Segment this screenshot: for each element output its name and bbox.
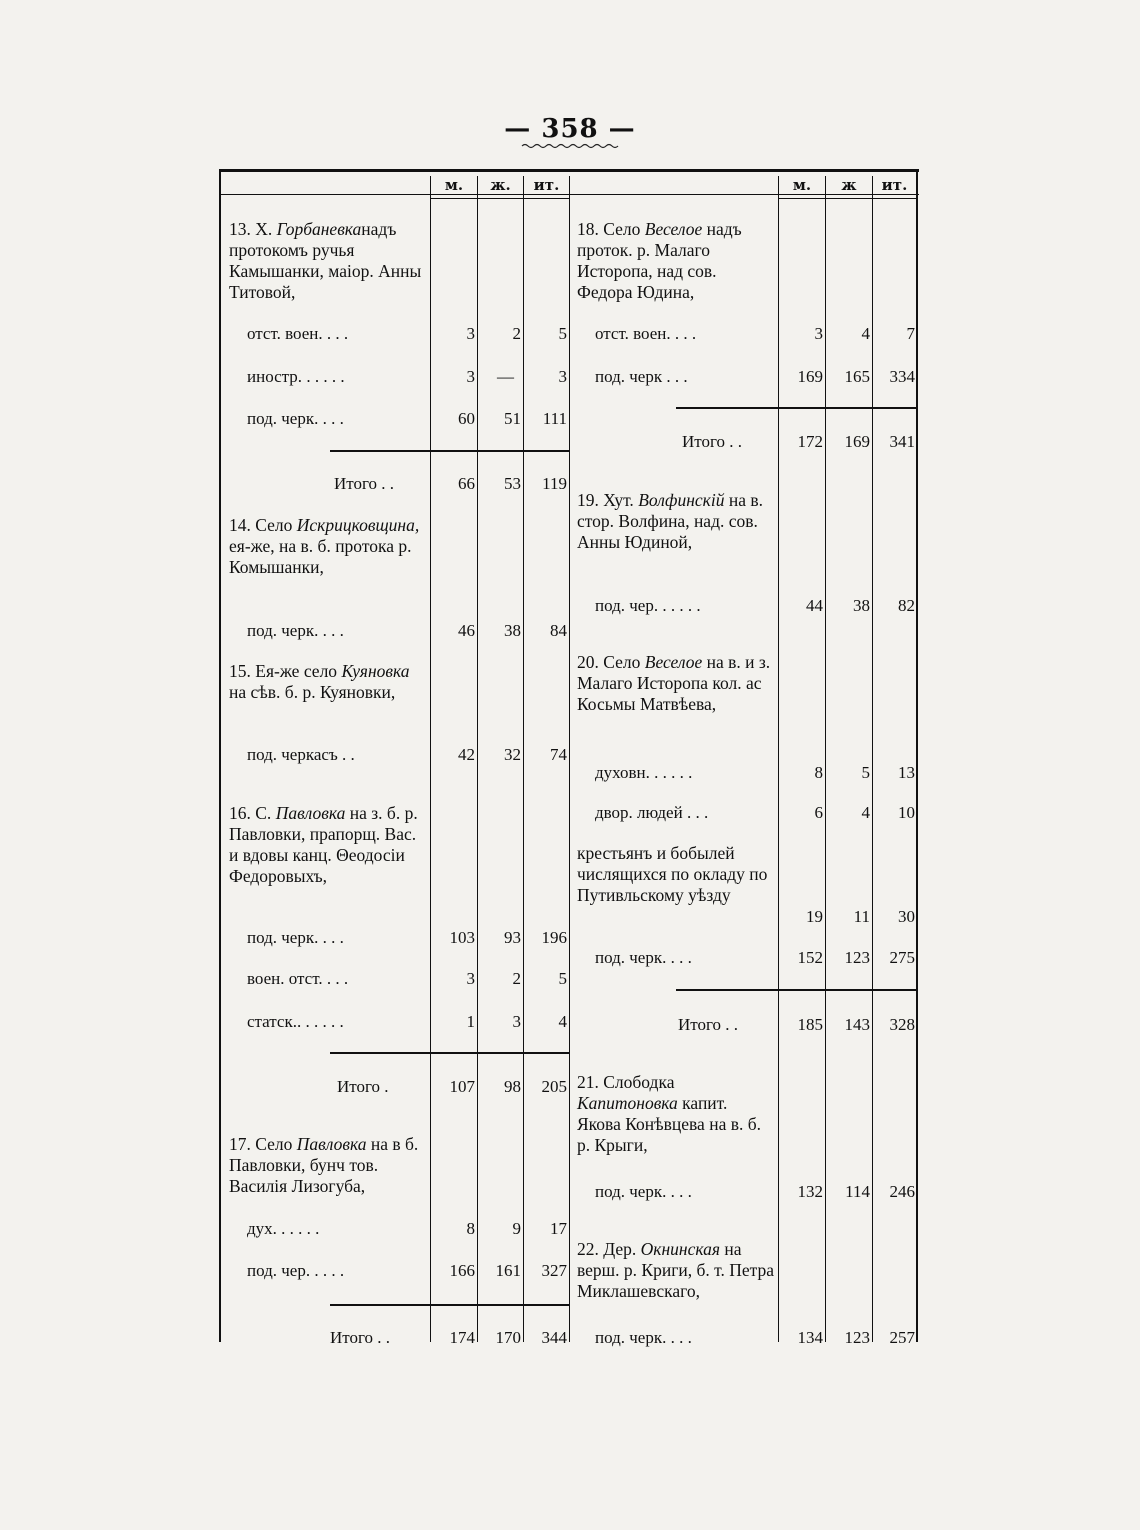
entry-14-row-1-it: 84 — [550, 621, 567, 640]
page-number: — 358 — — [504, 114, 636, 144]
right-col-sep-3 — [872, 176, 873, 1342]
entry-20-row-3-label: крестьянъ и бобылей числящихся по окладу по Путивльскому уѣзду — [577, 843, 768, 905]
entry-15-row-1-zh: 32 — [504, 745, 521, 764]
entry-16-row-1-label: под. черк. . . . — [247, 928, 344, 947]
entry-16-row-3-zh: 3 — [512, 1012, 521, 1031]
entry-15-row-1-m: 42 — [458, 745, 475, 764]
entry-18-row-1-zh: 4 — [861, 324, 870, 343]
entry-18-total-it: 341 — [889, 432, 915, 451]
entry-13-total-rule — [330, 450, 570, 452]
entry-16-row-3-it: 4 — [558, 1012, 567, 1031]
entry-18-row-2-m: 169 — [797, 367, 823, 386]
entry-16-row-1-zh: 93 — [504, 928, 521, 947]
entry-14-description: 14. Село Искрицковщина, ея-же, на в. б. протока р. Комышанки, — [229, 515, 420, 577]
right-col-sep-2 — [825, 176, 826, 1342]
entry-20-row-2-m: 6 — [814, 803, 823, 822]
header-left-it: ит. — [533, 176, 560, 194]
entry-17-row-1-m: 8 — [466, 1219, 475, 1238]
entry-13-row-2-zh: — — [497, 367, 514, 386]
entry-21-row-1-zh: 114 — [845, 1182, 870, 1201]
entry-16-row-2-m: 3 — [466, 969, 475, 988]
entry-15-row-1-it: 74 — [550, 745, 567, 764]
entry-20-total-label: Итого . . — [678, 1015, 739, 1034]
entry-13-total-it: 119 — [542, 474, 567, 493]
entry-13-row-3-zh: 51 — [504, 409, 521, 428]
table-header-rule-3 — [778, 198, 918, 199]
entry-18-row-1-label: отст. воен. . . . — [595, 324, 697, 343]
entry-17-row-2-m: 166 — [449, 1261, 475, 1280]
entry-16-row-2-zh: 2 — [512, 969, 521, 988]
entry-16-row-2-label: воен. отст. . . . — [247, 969, 349, 988]
entry-20-row-3-zh: 11 — [853, 907, 870, 926]
entry-14-row-1-m: 46 — [458, 621, 475, 640]
entry-20-row-1-it: 13 — [898, 763, 915, 782]
entry-21-row-1-it: 246 — [889, 1182, 915, 1201]
entry-20-row-2-zh: 4 — [861, 803, 870, 822]
entry-17-total-it: 344 — [541, 1328, 567, 1347]
entry-13-row-3-label: под. черк. . . . — [247, 409, 344, 428]
entry-19-row-1-zh: 38 — [853, 596, 870, 615]
entry-20-row-3-m: 19 — [806, 907, 823, 926]
entry-18-description: 18. Село Веселое надъ проток. р. Малаго Исторопа, над сов. Федора Юдина, — [577, 219, 742, 302]
entry-20-row-1-label: духовн. . . . . . — [595, 763, 693, 782]
entry-22-row-1-it: 257 — [889, 1328, 915, 1347]
entry-20-row-4-m: 152 — [797, 948, 823, 967]
entry-18-row-2-it: 334 — [889, 367, 915, 386]
entry-17-row-2-zh: 161 — [495, 1261, 521, 1280]
entry-14-row-1-label: под. черк. . . . — [247, 621, 344, 640]
right-col-sep-1 — [778, 176, 779, 1342]
header-right-it: ит. — [881, 176, 908, 194]
entry-18-total-rule — [676, 407, 918, 409]
entry-21-row-1-label: под. черк. . . . — [595, 1182, 692, 1201]
entry-13-row-1-it: 5 — [558, 324, 567, 343]
entry-18-row-2-zh: 165 — [844, 367, 870, 386]
header-right-zh: ж — [841, 176, 857, 194]
entry-22-description: 22. Дер. Окнинская на верш. р. Криги, б. т. Петра Миклашевскаго, — [577, 1239, 775, 1301]
entry-16-row-3-label: статск.. . . . . . — [247, 1012, 344, 1031]
entry-20-row-1-zh: 5 — [861, 763, 870, 782]
entry-20-row-2-label: двор. людей . . . — [595, 803, 709, 822]
entry-18-total-zh: 169 — [844, 432, 870, 451]
entry-20-total-rule — [676, 989, 918, 991]
entry-17-row-2-it: 327 — [541, 1261, 567, 1280]
entry-22-row-1-zh: 123 — [844, 1328, 870, 1347]
entry-13-total-m: 66 — [458, 474, 475, 493]
entry-17-total-zh: 170 — [495, 1328, 521, 1347]
entry-20-row-4-it: 275 — [889, 948, 915, 967]
entry-13-row-3-m: 60 — [458, 409, 475, 428]
entry-18-total-label: Итого . . — [682, 432, 743, 451]
entry-17-total-rule — [330, 1304, 570, 1306]
header-left-zh: ж. — [490, 176, 511, 194]
entry-21-description: 21. Слободка Капитоновка капит. Якова Конѣвцева на в. б. р. Крыги, — [577, 1072, 761, 1155]
entry-19-description: 19. Хут. Волфинскій на в. стор. Волфина, над. сов. Анны Юдиной, — [577, 490, 763, 552]
entry-15-row-1-label: под. черкасъ . . — [247, 745, 355, 764]
entry-16-total-label: Итого . — [337, 1077, 389, 1096]
entry-17-total-m: 174 — [449, 1328, 475, 1347]
entry-13-row-1-m: 3 — [466, 324, 475, 343]
entry-21-row-1-m: 132 — [797, 1182, 823, 1201]
entry-20-row-1-m: 8 — [814, 763, 823, 782]
entry-13-total-zh: 53 — [504, 474, 521, 493]
entry-13-row-3-it: 111 — [542, 409, 567, 428]
entry-22-row-1-label: под. черк. . . . — [595, 1328, 692, 1347]
entry-14-row-1-zh: 38 — [504, 621, 521, 640]
entry-19-row-1-m: 44 — [806, 596, 823, 615]
entry-13-row-1-label: отст. воен. . . . — [247, 324, 349, 343]
entry-19-row-1-it: 82 — [898, 596, 915, 615]
entry-16-total-m: 107 — [449, 1077, 475, 1096]
entry-17-description: 17. Село Павловка на в б. Павловки, бунч тов. Василія Лизогуба, — [229, 1134, 419, 1196]
entry-13-total-label: Итого . . — [334, 474, 395, 493]
header-left-m: м. — [444, 176, 464, 194]
entry-18-total-m: 172 — [797, 432, 823, 451]
entry-16-description: 16. С. Павловка на з. б. р. Павловки, прапорщ. Вас. и вдовы канц. Θеодосіи Федоровыхъ, — [229, 803, 418, 886]
center-divider — [569, 176, 570, 1342]
entry-16-row-1-it: 196 — [541, 928, 567, 947]
entry-20-row-4-zh: 123 — [844, 948, 870, 967]
entry-16-row-1-m: 103 — [449, 928, 475, 947]
header-right-m: м. — [792, 176, 812, 194]
table-right-border — [916, 169, 918, 1342]
entry-17-row-1-label: дух. . . . . . — [247, 1219, 320, 1238]
entry-20-total-it: 328 — [889, 1015, 915, 1034]
entry-17-row-1-it: 17 — [550, 1219, 567, 1238]
entry-16-row-2-it: 5 — [558, 969, 567, 988]
entry-17-row-1-zh: 9 — [512, 1219, 521, 1238]
entry-18-row-2-label: под. черк . . . — [595, 367, 688, 386]
entry-18-row-1-m: 3 — [814, 324, 823, 343]
entry-19-row-1-label: под. чер. . . . . . — [595, 596, 701, 615]
entry-13-row-1-zh: 2 — [512, 324, 521, 343]
entry-16-total-rule — [330, 1052, 570, 1054]
entry-20-row-4-label: под. черк. . . . — [595, 948, 692, 967]
entry-20-description: 20. Село Веселое на в. и з. Малаго Исторопа кол. ас Косьмы Матвѣева, — [577, 652, 771, 714]
entry-13-description: 13. Х. Горбаневканадъ протокомъ ручья Камышанки, маіор. Анны Титовой, — [229, 219, 422, 302]
entry-17-row-2-label: под. чер. . . . . — [247, 1261, 345, 1280]
entry-17-total-label: Итого . . — [330, 1328, 391, 1347]
wavy-underline — [0, 0, 1140, 160]
entry-16-row-3-m: 1 — [466, 1012, 475, 1031]
entry-22-row-1-m: 134 — [797, 1328, 823, 1347]
table-top-rule — [219, 169, 919, 172]
entry-13-row-2-m: 3 — [466, 367, 475, 386]
table-left-border — [219, 169, 221, 1342]
entry-13-row-2-label: иностр. . . . . . — [247, 367, 345, 386]
entry-16-total-it: 205 — [541, 1077, 567, 1096]
entry-20-row-2-it: 10 — [898, 803, 915, 822]
entry-13-row-2-it: 3 — [558, 367, 567, 386]
entry-20-total-zh: 143 — [844, 1015, 870, 1034]
entry-18-row-1-it: 7 — [906, 324, 915, 343]
entry-15-description: 15. Ея-же село Куяновка на сѣв. б. р. Куяновки, — [229, 661, 410, 702]
entry-16-total-zh: 98 — [504, 1077, 521, 1096]
entry-20-total-m: 185 — [797, 1015, 823, 1034]
entry-20-row-3-it: 30 — [898, 907, 915, 926]
table-header-rule-2 — [430, 198, 570, 199]
